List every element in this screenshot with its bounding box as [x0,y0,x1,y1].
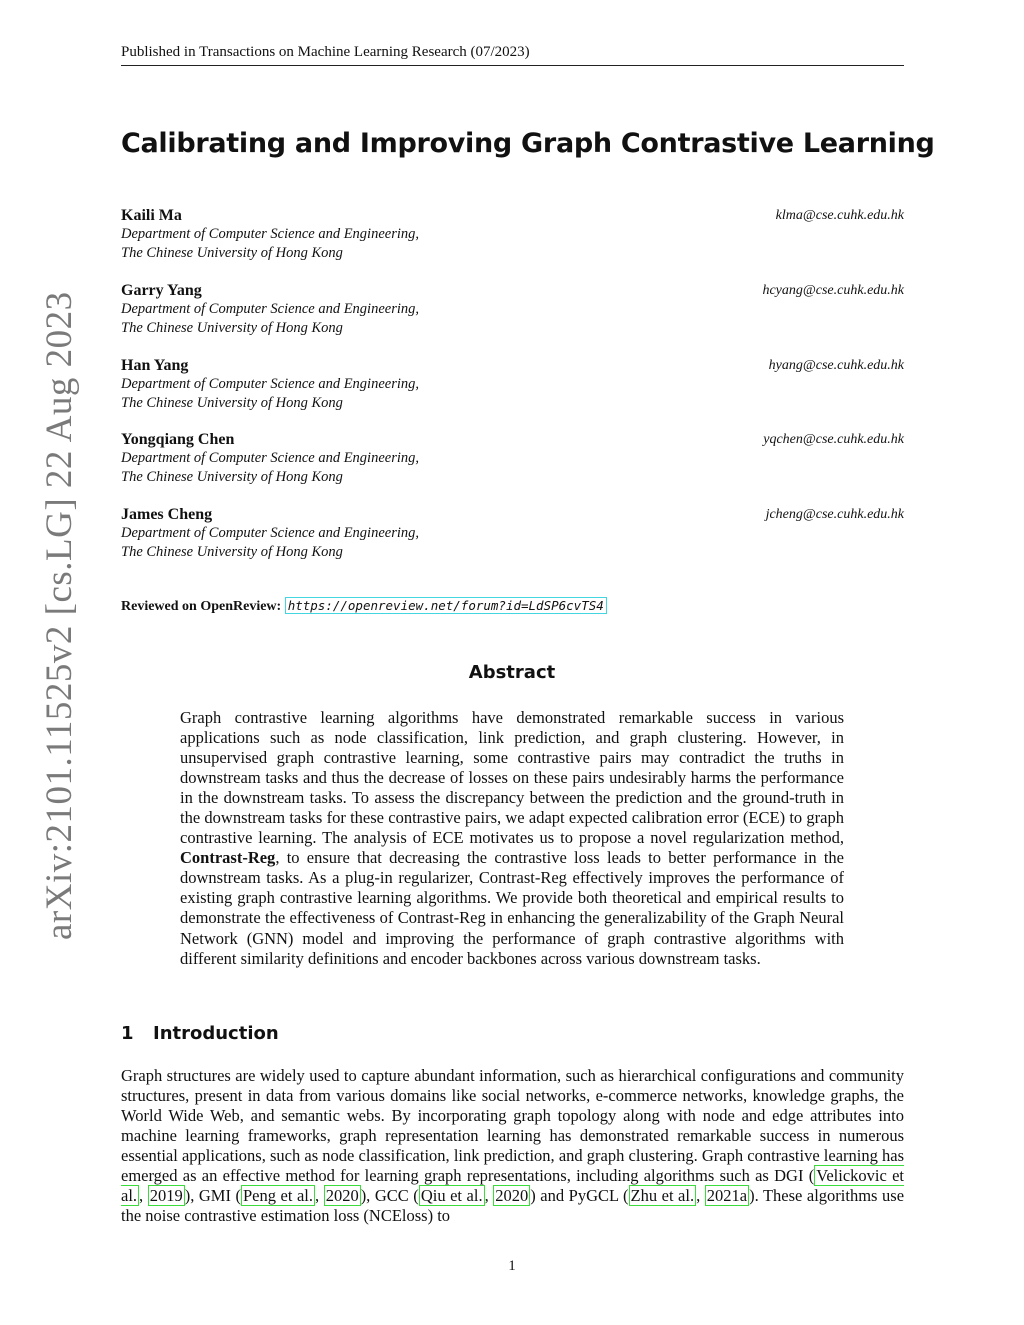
author-affiliation-dept: Department of Computer Science and Engineering, [121,376,419,392]
citation-link[interactable]: Peng et al. [243,1186,314,1206]
citation-link[interactable]: 2021a [706,1186,748,1206]
author-affiliation-univ: The Chinese University of Hong Kong [121,395,343,411]
paper-title: Calibrating and Improving Graph Contrastive Learning [121,128,935,159]
author-name: Han Yang [121,357,189,374]
author-affiliation-dept: Department of Computer Science and Engineering, [121,301,419,317]
abstract-text: Graph contrastive learning algorithms have demonstrated remarkable success in various applications such as node classification, link prediction, and graph clustering. However, in unsupervised graph contrastive learning, some contrastive pairs may contradict the truths in downstream tasks and thus the decrease of losses on these pairs undesirably harms the performance in the downstream tasks. To assess the discrepancy between the prediction and the ground-truth in the downstream tasks for these contrastive pairs, we adapt expected calibration error (ECE) to graph contrastive learning. The analysis of ECE motivates us to propose a novel regularization method, [180,708,844,848]
citation-link[interactable]: Qiu et al. [420,1186,483,1206]
author-email[interactable]: klma@cse.cuhk.edu.hk [775,208,904,223]
author-email[interactable]: hyang@cse.cuhk.edu.hk [768,358,904,373]
author-affiliation-univ: The Chinese University of Hong Kong [121,320,343,336]
author-affiliation-dept: Department of Computer Science and Engineering, [121,226,419,242]
author-affiliation-univ: The Chinese University of Hong Kong [121,544,343,560]
author-affiliation-dept: Department of Computer Science and Engineering, [121,450,419,466]
citation-link[interactable]: 2020 [325,1186,359,1206]
author-block [121,430,904,487]
arxiv-stamp: arXiv:2101.11525v2 [cs.LG] 22 Aug 2023 [39,291,80,940]
author-block [121,281,904,338]
author-affiliation-dept: Department of Computer Science and Engineering, [121,525,419,541]
abstract-bold-term: Contrast-Reg [180,848,276,868]
author-name: Kaili Ma [121,207,182,224]
citation-link[interactable]: Velickovic et al. [121,1166,904,1206]
page-number: 1 [508,1258,516,1274]
introduction-paragraph [121,1066,904,1226]
section-title: Introduction [153,1023,279,1044]
section-number: 1 [121,1023,134,1044]
author-name: Garry Yang [121,282,202,299]
abstract-heading: Abstract [468,662,556,683]
intro-text: , [315,1186,324,1206]
citation-link[interactable]: 2019 [149,1186,183,1206]
intro-text: , [139,1186,148,1206]
author-block [121,206,904,263]
author-block [121,356,904,413]
author-name: James Cheng [121,506,213,523]
intro-text: Graph structures are widely used to capture abundant information, such as hierarchical configurations and community structures, present in data from various domains like social networks, e-commerce networks, knowledge graphs, the World Wide Web, and semantic webs. By incorporating graph topology along with node and edge attributes into machine learning frameworks, graph representation learning has demonstrated remarkable success in numerous essential applications, such as node classification, link prediction, and graph clustering. Graph contrastive learning has emerged as an effective method for learning graph representations, including algorithms such as DGI ( [121,1066,904,1186]
author-name: Yongqiang Chen [121,431,235,448]
intro-text: ) and PyGCL ( [530,1186,629,1206]
openreview-label: Reviewed on OpenReview: [121,599,282,614]
intro-text: , [696,1186,705,1206]
intro-text: , [484,1186,494,1206]
abstract-text: , to ensure that decreasing the contrastive loss leads to better performance in the downstream tasks. As a plug-in regularizer, Contrast-Reg effectively improves the performance of existing graph contrastive learning algorithms. We provide both theoretical and empirical results to demonstrate the effectiveness of Contrast-Reg in enhancing the generalizability of the Graph Neural Network (GNN) model and improving the performance of graph contrastive algorithms with different similarity definitions and encoder backbones across various downstream tasks. [180,848,844,968]
section-heading-introduction [121,1023,279,1044]
running-header: Published in Transactions on Machine Learning Research (07/2023) [121,44,904,66]
citation-link[interactable]: Zhu et al. [630,1186,695,1206]
abstract-body [180,708,844,969]
author-email[interactable]: jcheng@cse.cuhk.edu.hk [765,507,904,522]
openreview-link[interactable]: https://openreview.net/forum?id=LdSP6cvTS4 [285,597,607,614]
author-email[interactable]: yqchen@cse.cuhk.edu.hk [763,432,904,447]
author-block [121,505,904,562]
author-email[interactable]: hcyang@cse.cuhk.edu.hk [762,283,904,298]
openreview-line [121,598,607,615]
author-affiliation-univ: The Chinese University of Hong Kong [121,245,343,261]
intro-text: ). These algorithms use the noise contrastive estimation loss (NCEloss) to [121,1186,905,1226]
intro-text: ), GCC ( [360,1186,419,1206]
author-affiliation-univ: The Chinese University of Hong Kong [121,469,343,485]
citation-link[interactable]: 2020 [495,1186,529,1206]
intro-text: ), GMI ( [184,1186,241,1206]
